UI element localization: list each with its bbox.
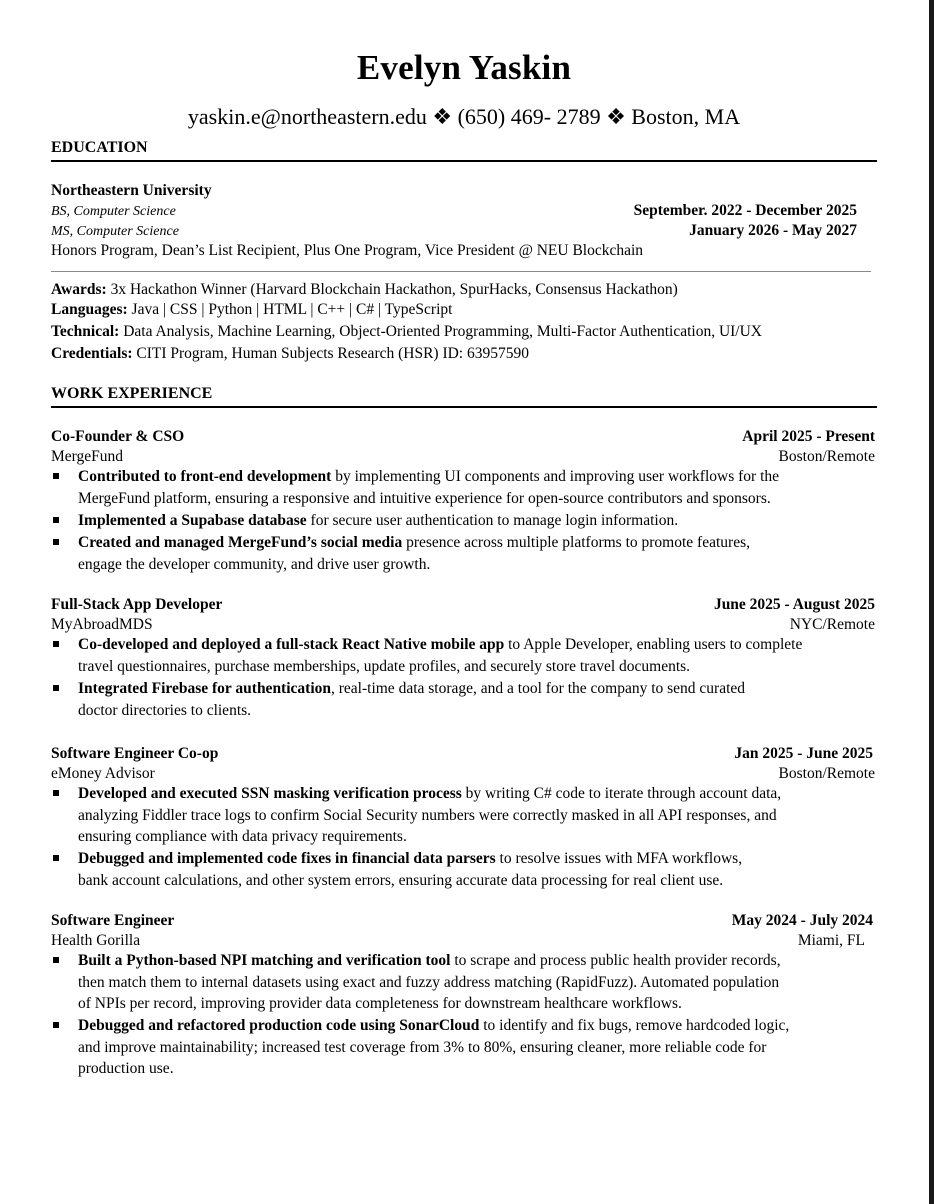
- bullet-text: analyzing Fiddler trace logs to confirm Social Security numbers were correctly masked in all API responses, and: [78, 806, 777, 824]
- job-bullet: [51, 466, 877, 509]
- bullet-square-icon: [53, 685, 59, 691]
- job-location: Boston/Remote: [778, 448, 875, 465]
- job-dates: Jan 2025 - June 2025: [734, 745, 873, 762]
- bullet-text: production use.: [78, 1060, 174, 1077]
- section-rule: [51, 160, 877, 162]
- bullet-square-icon: [53, 855, 59, 861]
- job-role: Software Engineer Co-op: [51, 745, 219, 762]
- bullet-text: bank account calculations, and other system errors, ensuring accurate data processing for real client use.: [78, 871, 724, 889]
- bullet-text: presence across multiple platforms to promote features,: [402, 534, 750, 551]
- bullet-square-icon: [53, 539, 59, 545]
- detail-label: Technical:: [51, 323, 120, 340]
- bullet-square-icon: [53, 641, 59, 647]
- bullet-text: and improve maintainability; increased test coverage from 3% to 80%, ensuring cleaner, more reliable code for: [78, 1038, 767, 1056]
- bullet-bold: Debugged and refactored production code using SonarCloud: [78, 1017, 480, 1034]
- job-header: [51, 744, 873, 764]
- job-bullet: [51, 678, 877, 721]
- bullet-text: by implementing UI components and improving user workflows for the: [331, 468, 780, 485]
- job-role: Co-Founder & CSO: [51, 428, 185, 445]
- job-role: Software Engineer: [51, 912, 175, 929]
- school-name: Northeastern University: [51, 182, 212, 199]
- detail-label: Credentials:: [51, 345, 133, 362]
- detail-label: Awards:: [51, 281, 107, 298]
- bullet-square-icon: [53, 957, 59, 963]
- job-bullet: [51, 783, 877, 848]
- detail-row: [51, 300, 875, 320]
- page-right-edge: [929, 0, 934, 1204]
- bullet-text: of NPIs per record, improving provider data completeness for downstream healthcare workflows.: [78, 995, 682, 1012]
- bullet-bold: Debugged and implemented code fixes in financial data parsers: [78, 850, 496, 867]
- bullet-text: then match them to internal datasets using exact and fuzzy address matching (RapidFuzz). Automated population: [78, 973, 780, 991]
- job-header: [51, 911, 873, 931]
- job-company-row: [51, 615, 875, 635]
- bullet-bold: Created and managed MergeFund’s social media: [78, 534, 403, 551]
- section-rule: [51, 406, 877, 408]
- bullet-bold: Developed and executed SSN masking verification process: [78, 785, 462, 802]
- bullet-text: ensuring compliance with data privacy requirements.: [78, 828, 407, 845]
- degree-dates: January 2026 - May 2027: [689, 222, 857, 239]
- bullet-text: , real-time data storage, and a tool for the company to send curated: [331, 680, 746, 697]
- job-bullet: [51, 950, 877, 1015]
- job-company: eMoney Advisor: [51, 765, 155, 782]
- bullet-text: by writing C# code to iterate through account data,: [461, 785, 782, 802]
- section-title-education: EDUCATION: [51, 139, 148, 156]
- job-header: [51, 595, 875, 615]
- detail-value: Data Analysis, Machine Learning, Object-Oriented Programming, Multi-Factor Authentication, UI/UX: [119, 323, 762, 340]
- job-company: MyAbroadMDS: [51, 616, 153, 633]
- detail-value: CITI Program, Human Subjects Research (HSR) ID: 63957590: [132, 345, 529, 362]
- candidate-name: Evelyn Yaskin: [356, 48, 572, 87]
- job-location: NYC/Remote: [789, 616, 875, 633]
- bullet-bold: Integrated Firebase for authentication: [78, 680, 331, 697]
- bullet-bold: Co-developed and deployed a full-stack React Native mobile app: [78, 636, 505, 653]
- bullet-text: for secure user authentication to manage login information.: [306, 512, 679, 529]
- bullet-text: to scrape and process public health provider records,: [450, 952, 781, 969]
- bullet-bold: Contributed to front-end development: [78, 468, 332, 485]
- detail-row: [51, 280, 875, 300]
- contact-line: yaskin.e@northeastern.edu ❖ (650) 469- 2789 ❖ Boston, MA: [187, 104, 741, 129]
- bullet-text: to identify and fix bugs, remove hardcoded logic,: [479, 1017, 790, 1034]
- bullet-square-icon: [53, 473, 59, 479]
- job-company: MergeFund: [51, 448, 124, 465]
- section-title-work: WORK EXPERIENCE: [51, 385, 213, 402]
- degree-row: [51, 221, 857, 242]
- job-dates: May 2024 - July 2024: [731, 912, 873, 929]
- bullet-square-icon: [53, 517, 59, 523]
- job-company: Health Gorilla: [51, 932, 141, 949]
- bullet-text: to Apple Developer, enabling users to complete: [504, 636, 803, 653]
- job-company-row: [51, 447, 875, 467]
- job-role: Full-Stack App Developer: [51, 596, 223, 613]
- job-location: Boston/Remote: [778, 765, 875, 782]
- degree-name: BS, Computer Science: [51, 204, 176, 219]
- job-company-row: [51, 931, 865, 951]
- bullet-bold: Built a Python-based NPI matching and verification tool: [78, 952, 451, 969]
- job-dates: June 2025 - August 2025: [713, 596, 875, 613]
- job-location: Miami, FL: [797, 932, 865, 949]
- job-bullet: [51, 634, 877, 677]
- bullet-text: MergeFund platform, ensuring a responsive and intuitive experience for open-source contributors and sponsors.: [78, 489, 771, 507]
- detail-label: Languages:: [51, 301, 128, 318]
- detail-row: [51, 344, 875, 364]
- job-bullet: [51, 532, 877, 575]
- job-header: [51, 427, 875, 447]
- bullet-bold: Implemented a Supabase database: [78, 512, 307, 529]
- job-dates: April 2025 - Present: [742, 428, 875, 445]
- bullet-text: engage the developer community, and drive user growth.: [78, 555, 431, 573]
- bullet-square-icon: [53, 1022, 59, 1028]
- job-bullet: [51, 848, 877, 891]
- degree-dates: September. 2022 - December 2025: [633, 202, 857, 219]
- honors-line: Honors Program, Dean’s List Recipient, Plus One Program, Vice President @ NEU Blockchain: [51, 242, 644, 259]
- education-divider: [51, 271, 871, 272]
- degree-row: [51, 201, 857, 222]
- degree-name: MS, Computer Science: [51, 224, 179, 239]
- detail-value: 3x Hackathon Winner (Harvard Blockchain Hackathon, SpurHacks, Consensus Hackathon): [106, 281, 678, 298]
- detail-row: [51, 322, 875, 342]
- bullet-square-icon: [53, 790, 59, 796]
- detail-value: Java | CSS | Python | HTML | C++ | C# | TypeScript: [127, 301, 453, 318]
- job-company-row: [51, 764, 875, 784]
- bullet-text: travel questionnaires, purchase memberships, update profiles, and securely store travel documents.: [78, 657, 691, 675]
- job-bullet: [51, 1015, 877, 1080]
- bullet-text: to resolve issues with MFA workflows,: [495, 850, 743, 867]
- bullet-text: doctor directories to clients.: [78, 701, 252, 719]
- job-bullet: [51, 510, 877, 532]
